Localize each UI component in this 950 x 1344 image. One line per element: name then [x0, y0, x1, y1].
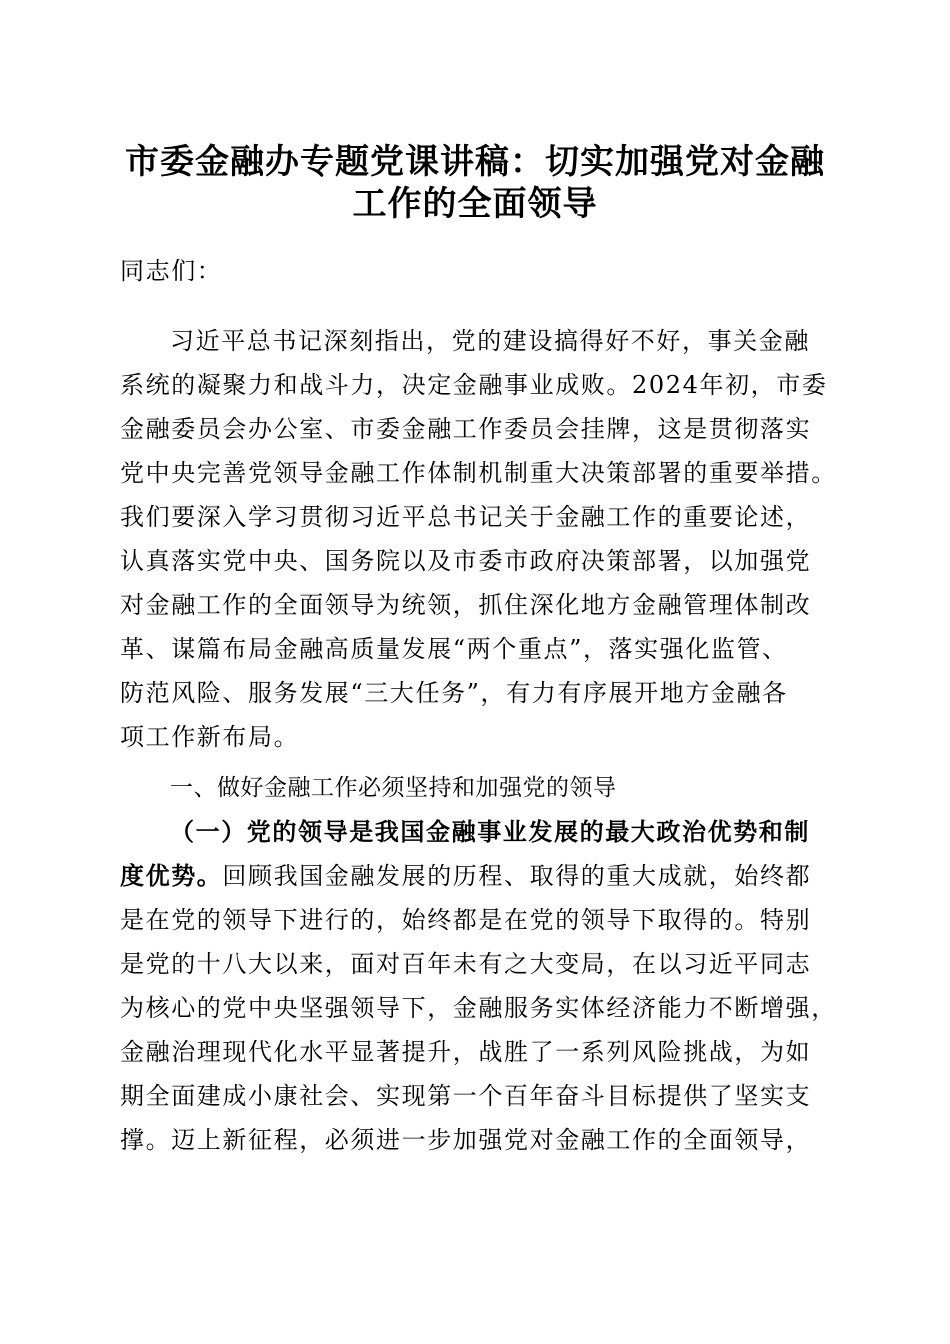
paragraph-1-line: 我们要深入学习贯彻习近平总书记关于金融工作的重要论述，: [120, 503, 812, 531]
paragraph-1-line: 项工作新布局。: [120, 723, 300, 751]
paragraph-1-line: 金融委员会办公室、市委金融工作委员会挂牌，这是贯彻落实: [120, 415, 812, 443]
subsection-1-heading-end: 度优势。: [120, 861, 223, 890]
document-title-line-1: 市委金融办专题党课讲稿：切实加强党对金融: [125, 142, 825, 182]
paragraph-1-line: 对金融工作的全面领导为统领，抓住深化地方金融管理体制改: [120, 591, 812, 619]
subsection-1-line: 期全面建成小康社会、实现第一个百年奋斗目标提供了坚实支: [120, 1082, 812, 1110]
subsection-1-text: 回顾我国金融发展的历程、取得的重大成就，始终都: [222, 862, 812, 890]
paragraph-1-line: 认真落实党中央、国务院以及市委市政府决策部署，以加强党: [120, 547, 812, 575]
paragraph-1-line: 防范风险、服务发展“三大任务”，有力有序展开地方金融各: [120, 679, 788, 707]
paragraph-1-line: 革、谋篇布局金融高质量发展“两个重点”，落实强化监管、: [120, 635, 788, 663]
paragraph-1-line: 习近平总书记深刻指出，党的建设搞得好不好，事关金融: [170, 327, 810, 355]
subsection-1-line: 是在党的领导下进行的，始终都是在党的领导下取得的。特别: [120, 906, 812, 934]
paragraph-1-line: 党中央完善党领导金融工作体制机制重大决策部署的重要举措。: [120, 459, 837, 487]
subsection-1-line: [120, 857, 840, 895]
subsection-1-line: 撑。迈上新征程，必须进一步加强党对金融工作的全面领导，: [120, 1126, 812, 1154]
document-title-line-2: 工作的全面领导: [352, 184, 598, 224]
subsection-1-line: 是党的十八大以来，面对百年未有之大变局，在以习近平同志: [120, 950, 812, 978]
greeting: 同志们：: [120, 257, 223, 285]
section-1-heading: 一、做好金融工作必须坚持和加强党的领导: [170, 775, 617, 801]
subsection-1-heading: （一）党的领导是我国金融事业发展的最大政治优势和制: [170, 817, 810, 846]
paragraph-1-line: 系统的凝聚力和战斗力，决定金融事业成败。2024年初，市委: [120, 371, 828, 399]
subsection-1-line: 为核心的党中央坚强领导下，金融服务实体经济能力不断增强，: [120, 994, 837, 1022]
subsection-1-line: 金融治理现代化水平显著提升，战胜了一系列风险挑战，为如: [120, 1038, 812, 1066]
